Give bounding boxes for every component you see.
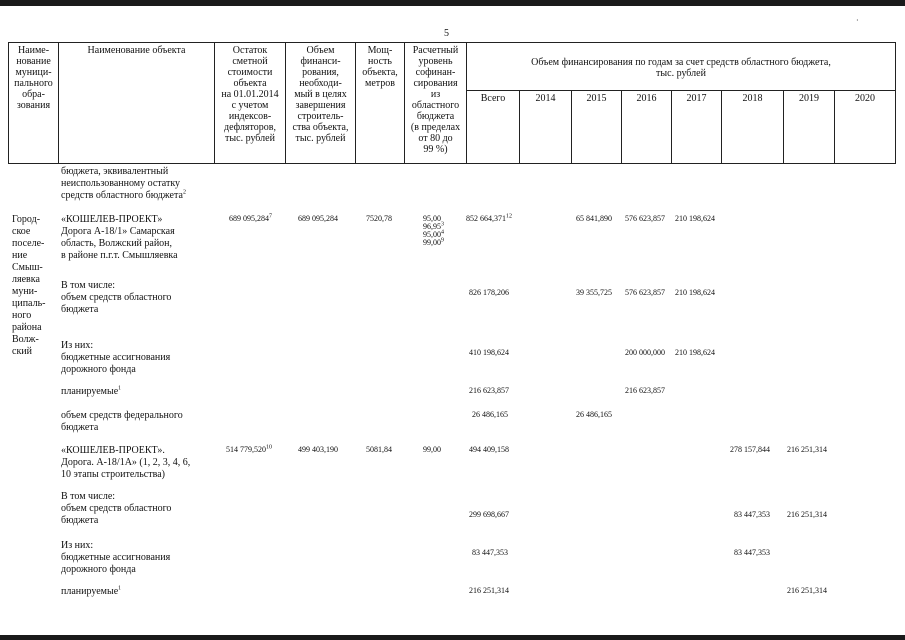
capacity: 7520,78 [366, 214, 392, 223]
value-2017: 210 198,624 [675, 214, 715, 223]
value-2017: 210 198,624 [675, 348, 715, 357]
value-2017: 210 198,624 [675, 288, 715, 297]
municipality-line: Смыш- [12, 262, 43, 273]
total-value: 299 698,667 [469, 510, 509, 519]
value-2015: 26 486,165 [576, 410, 612, 419]
municipality-line: ский [12, 346, 32, 357]
year-header: 2018 [742, 93, 763, 104]
value-2016: 576 623,857 [625, 214, 665, 223]
label-line: бюджета [61, 515, 99, 526]
year-header: Всего [480, 93, 506, 104]
header-years-group: Объем финансирования по годам за счет средств областного бюджета, тыс. рублей [531, 57, 831, 79]
continuation-line: бюджета, эквивалентный [61, 166, 169, 177]
object-name-line: в районе п.г.т. Смышляевка [61, 250, 178, 261]
year-header: 2017 [686, 93, 707, 104]
municipality-line: ское [12, 226, 31, 237]
total-value: 83 447,353 [472, 548, 508, 557]
year-header: 2016 [636, 93, 657, 104]
label-line: объем средств федерального [61, 410, 183, 421]
year-header: 2019 [799, 93, 819, 104]
object-name-line: 10 этапы строительства) [61, 469, 165, 480]
year-header: 2020 [855, 93, 875, 104]
municipality-line: муни- [12, 286, 38, 297]
total-value: 26 486,165 [472, 410, 508, 419]
value-2016: 216 623,857 [625, 386, 665, 395]
value-2019: 216 251,314 [787, 510, 827, 519]
continuation-line: неиспользованному остатку [61, 178, 181, 189]
remaining-cost: 689 095,284$^7$ [229, 213, 272, 223]
object-name-line: Дорога А-18/1» Самарская [61, 226, 175, 237]
total-value: 410 198,624 [469, 348, 509, 357]
remaining-cost: 514 779,520$^{10}$ [226, 444, 272, 454]
continuation-line: средств областного бюджета$^2$ [61, 189, 186, 201]
capacity: 5081,84 [366, 445, 392, 454]
value-2018: 278 157,844 [730, 445, 770, 454]
header-object: Наименование объекта [87, 45, 186, 56]
header-capacity: Мощ- ность объекта, метров [362, 45, 398, 89]
label-line: дорожного фонда [61, 564, 136, 575]
value-2019: 216 251,314 [787, 445, 827, 454]
municipality-line: ляевка [12, 274, 40, 285]
page-number: 5 [444, 28, 449, 39]
label-line: Из них: [61, 340, 94, 351]
object-name-line: «КОШЕЛЕВ-ПРОЕКТ» [61, 214, 163, 225]
label-line: бюджета [61, 422, 99, 433]
header-cofinancing-level: Расчетный уровень софинан- сирования из областного бюджета (в пределах от 80 до 99 %) [410, 45, 461, 155]
value-2015: 65 841,890 [576, 214, 612, 223]
bottom-border [0, 635, 905, 640]
financing-volume: 689 095,284 [298, 214, 338, 223]
value-2015: 39 355,725 [576, 288, 612, 297]
municipality-line: ципаль- [12, 298, 46, 309]
financing-volume: 499 403,190 [298, 445, 338, 454]
value-2019: 216 251,314 [787, 586, 827, 595]
header-volume: Объем финанси- рования, необходи- мый в целях завершения строитель- ства объекта, тыс. рублей [292, 45, 349, 144]
total-value: 852 664,371$^{12}$ [466, 213, 512, 223]
total-value: 216 623,857 [469, 386, 509, 395]
label-line: В том числе: [61, 491, 116, 502]
header-municipality: Наиме- нование муници- пального обра- зования [14, 45, 53, 111]
top-border [0, 0, 905, 6]
municipality-line: Волж- [12, 334, 39, 345]
label-line: объем средств областного [61, 292, 172, 303]
level-value: 99,00 [423, 445, 441, 454]
value-2018: 83 447,353 [734, 510, 770, 519]
value-2018: 83 447,353 [734, 548, 770, 557]
municipality-line: поселе- [12, 238, 45, 249]
planned-label: планируемые$^1$ [61, 585, 122, 597]
object-name-line: «КОШЕЛЕВ-ПРОЕКТ». [61, 445, 165, 456]
label-line: бюджета [61, 304, 99, 315]
label-line: бюджетные ассигнования [61, 552, 171, 563]
object-name-line: область, Волжский район, [61, 238, 173, 249]
label-line: дорожного фонда [61, 364, 136, 375]
label-line: объем средств областного [61, 503, 172, 514]
value-2016: 200 000,000 [625, 348, 665, 357]
level-value: 96,95$^3$ [423, 221, 444, 231]
scan-artifact: · [856, 16, 859, 25]
municipality-line: района [12, 322, 42, 333]
year-header: 2014 [535, 93, 556, 104]
label-line: бюджетные ассигнования [61, 352, 171, 363]
municipality-line: ние [12, 250, 28, 261]
label-line: В том числе: [61, 280, 116, 291]
object-name-line: Дорога. А-18/1А» (1, 2, 3, 4, 6, [61, 457, 191, 468]
municipality-line: ного [12, 310, 32, 321]
municipality-line: Город- [12, 214, 41, 225]
level-value: 99,00$^9$ [423, 237, 444, 247]
level-value: 95,00$^4$ [423, 229, 444, 239]
level-value: 95,00 [423, 214, 441, 223]
footnote-ref: 2 [182, 189, 186, 196]
total-value: 216 251,314 [469, 586, 509, 595]
total-value: 826 178,206 [469, 288, 509, 297]
value-2016: 576 623,857 [625, 288, 665, 297]
planned-label: планируемые$^1$ [61, 385, 122, 397]
total-value: 494 409,158 [469, 445, 509, 454]
year-header: 2015 [586, 93, 607, 104]
header-remaining-cost: Остаток сметной стоимости объекта на 01.01.2014 с учетом индексов- дефляторов, тыс. рублей [221, 45, 279, 144]
label-line: Из них: [61, 540, 94, 551]
